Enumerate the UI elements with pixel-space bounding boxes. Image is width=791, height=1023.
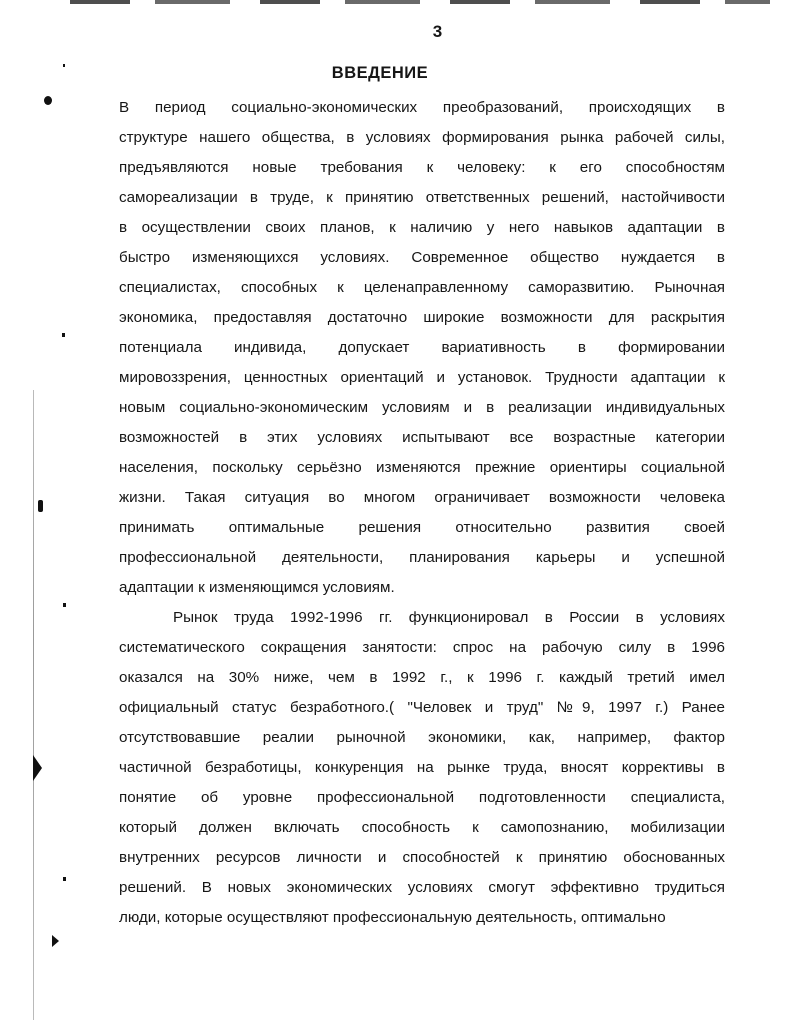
text-line: который должен включать способность к самопознанию, мобилизации xyxy=(119,819,725,836)
section-heading: ВВЕДЕНИЕ xyxy=(331,64,429,82)
text-line: адаптации к изменяющимся условиям. xyxy=(119,579,395,596)
text-line: населения, поскольку серьёзно изменяются прежние ориентиры социальной xyxy=(119,459,725,476)
scan-edge-artifact xyxy=(70,0,770,4)
text-line: структуре нашего общества, в условиях формирования рынка рабочей силы, xyxy=(119,129,725,146)
text-line: внутренних ресурсов личности и способностей к принятию обоснованных xyxy=(119,849,725,866)
text-line: быстро изменяющихся условиях. Современное общество нуждается в xyxy=(119,249,725,266)
margin-speck xyxy=(63,877,66,881)
text-line: официальный статус безработного.( "Человек и труд" №9, 1997 г.) Ранее xyxy=(119,699,725,716)
text-line: частичной безработицы, конкуренция на рынке труда, вносят коррективы в xyxy=(119,759,725,776)
margin-speck xyxy=(33,755,42,781)
text-line: мировоззрения, ценностных ориентаций и установок. Трудности адаптации к xyxy=(119,369,725,386)
text-line: экономика, предоставляя достаточно широкие возможности для раскрытия xyxy=(119,309,725,326)
text-line: специалистах, способных к целенаправленному саморазвитию. Рыночная xyxy=(119,279,725,296)
text-line: самореализации в труде, к принятию ответственных решений, настойчивости xyxy=(119,189,725,206)
text-line: оказался на 30% ниже, чем в 1992 г., к 1996 г. каждый третий имел xyxy=(119,669,725,686)
text-line: профессиональной деятельности, планирования карьеры и успешной xyxy=(119,549,725,566)
margin-speck xyxy=(63,603,66,607)
text-line: решений. В новых экономических условиях смогут эффективно трудиться xyxy=(119,879,725,896)
text-line: новым социально-экономическим условиям и в реализации индивидуальных xyxy=(119,399,725,416)
text-line: потенциала индивида, допускает вариативность в формировании xyxy=(119,339,725,356)
text-line: отсутствовавшие реалии рыночной экономики, как, например, фактор xyxy=(119,729,725,746)
text-line: жизни. Такая ситуация во многом ограничивает возможности человека xyxy=(119,489,725,506)
text-line: систематического сокращения занятости: спрос на рабочую силу в 1996 xyxy=(119,639,725,656)
paragraph-intro xyxy=(119,93,725,603)
text-line: предъявляются новые требования к человеку: к его способностям xyxy=(119,159,725,176)
binding-edge-artifact xyxy=(33,390,34,1020)
margin-speck xyxy=(62,333,65,337)
text-line: люди, которые осуществляют профессиональную деятельность, оптимально xyxy=(119,909,666,926)
text-line: возможностей в этих условиях испытывают все возрастные категории xyxy=(119,429,725,446)
text-line: Рынок труда 1992-1996 гг. функционировал в России в условиях xyxy=(173,609,725,626)
margin-speck xyxy=(44,96,52,105)
text-line: принимать оптимальные решения относительно развития своей xyxy=(119,519,725,536)
margin-speck xyxy=(38,500,43,512)
text-line: понятие об уровне профессиональной подготовленности специалиста, xyxy=(119,789,725,806)
text-line: В период социально-экономических преобразований, происходящих в xyxy=(119,99,725,116)
page-number: 3 xyxy=(432,22,443,41)
text-line: в осуществлении своих планов, к наличию у него навыков адаптации в xyxy=(119,219,725,236)
paragraph-labor-market xyxy=(119,603,725,933)
margin-speck xyxy=(52,935,59,947)
